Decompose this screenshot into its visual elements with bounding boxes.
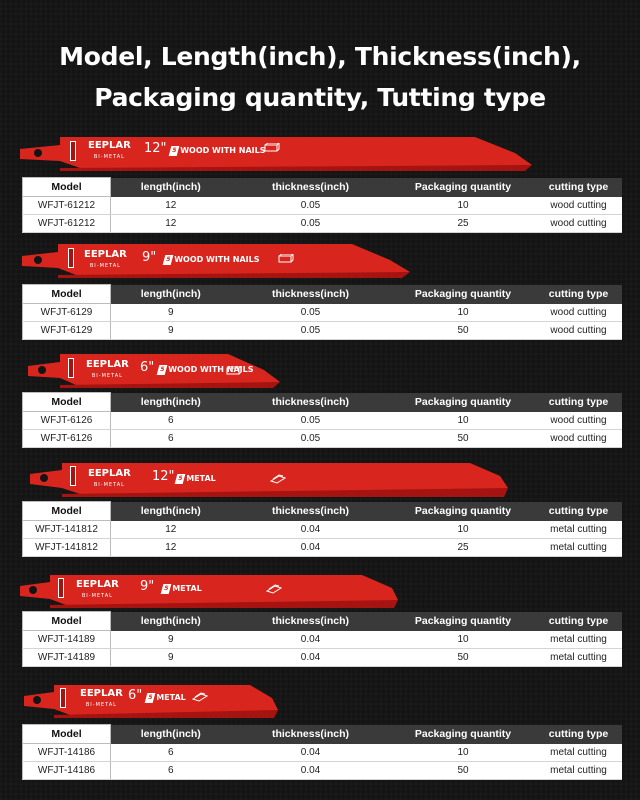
- blade-image-9-wood: [22, 242, 410, 282]
- header-length: length(inch): [111, 612, 231, 631]
- cell-model: WFJT-6126: [23, 412, 111, 430]
- cell-model: WFJT-6129: [23, 304, 111, 322]
- table-row: [23, 322, 622, 340]
- cell-model: WFJT-14189: [23, 649, 111, 667]
- table-row: [23, 215, 622, 233]
- header-model: Model: [23, 393, 111, 412]
- blade-length-label: 12": [152, 469, 175, 484]
- cell-quantity: 10: [391, 521, 536, 539]
- table-row: [23, 304, 622, 322]
- spec-stamp: [68, 358, 74, 378]
- header-quantity: Packaging quantity: [391, 285, 536, 304]
- cell-cutting: metal cutting: [536, 521, 622, 539]
- cell-length: 9: [111, 322, 231, 340]
- cell-thickness: 0.04: [231, 539, 391, 557]
- cell-thickness: 0.05: [231, 304, 391, 322]
- table-header-row: [23, 612, 622, 631]
- cell-length: 6: [111, 744, 231, 762]
- cell-quantity: 50: [391, 649, 536, 667]
- cell-cutting: metal cutting: [536, 631, 622, 649]
- blade-image-6-metal: [24, 682, 278, 722]
- cell-model: WFJT-6129: [23, 322, 111, 340]
- cell-quantity: 10: [391, 412, 536, 430]
- header-length: length(inch): [111, 285, 231, 304]
- blade-length-label: 9": [142, 250, 157, 265]
- table-row: [23, 744, 622, 762]
- header-thickness: thickness(inch): [231, 285, 391, 304]
- cell-length: 9: [111, 631, 231, 649]
- page-title: [0, 36, 640, 118]
- header-model: Model: [23, 612, 111, 631]
- brand-logo: EEPLAR BI-METAL: [80, 688, 123, 708]
- blade-length-label: 12": [144, 141, 167, 156]
- cell-quantity: 10: [391, 197, 536, 215]
- cell-cutting: wood cutting: [536, 412, 622, 430]
- cell-length: 12: [111, 215, 231, 233]
- brand-logo: EEPLAR BI-METAL: [88, 468, 131, 488]
- header-thickness: thickness(inch): [231, 725, 391, 744]
- cell-model: WFJT-6126: [23, 430, 111, 448]
- spec-table-9-metal: [22, 611, 622, 667]
- cell-model: WFJT-14189: [23, 631, 111, 649]
- header-thickness: thickness(inch): [231, 612, 391, 631]
- cell-length: 6: [111, 430, 231, 448]
- cell-thickness: 0.04: [231, 631, 391, 649]
- header-thickness: thickness(inch): [231, 393, 391, 412]
- cell-cutting: metal cutting: [536, 762, 622, 780]
- cell-cutting: metal cutting: [536, 744, 622, 762]
- cell-cutting: wood cutting: [536, 430, 622, 448]
- cell-model: WFJT-61212: [23, 197, 111, 215]
- header-cutting: cutting type: [536, 285, 622, 304]
- blade-image-12-wood: [20, 135, 532, 175]
- header-model: Model: [23, 502, 111, 521]
- cell-quantity: 10: [391, 304, 536, 322]
- metal-sheet-icon: [270, 474, 286, 484]
- cell-thickness: 0.04: [231, 649, 391, 667]
- cell-model: WFJT-141812: [23, 539, 111, 557]
- table-row: [23, 412, 622, 430]
- title-line-1: Model, Length(inch), Thickness(inch),: [59, 42, 581, 71]
- metal-sheet-icon: [266, 584, 282, 594]
- header-quantity: Packaging quantity: [391, 393, 536, 412]
- header-quantity: Packaging quantity: [391, 725, 536, 744]
- header-model: Model: [23, 285, 111, 304]
- blade-kind-label: 5 WOOD WITH NAILS: [164, 255, 260, 265]
- cell-thickness: 0.05: [231, 215, 391, 233]
- cell-thickness: 0.05: [231, 430, 391, 448]
- cell-cutting: wood cutting: [536, 197, 622, 215]
- header-cutting: cutting type: [536, 502, 622, 521]
- cell-thickness: 0.05: [231, 412, 391, 430]
- header-quantity: Packaging quantity: [391, 612, 536, 631]
- header-model: Model: [23, 725, 111, 744]
- table-header-row: [23, 285, 622, 304]
- table-header-row: [23, 178, 622, 197]
- spec-stamp: [58, 578, 64, 598]
- spec-stamp: [68, 248, 74, 268]
- cell-cutting: metal cutting: [536, 649, 622, 667]
- cell-length: 6: [111, 412, 231, 430]
- cell-length: 12: [111, 539, 231, 557]
- cell-thickness: 0.04: [231, 744, 391, 762]
- spec-table-12-wood: [22, 177, 622, 233]
- spec-stamp: [70, 466, 76, 486]
- table-row: [23, 649, 622, 667]
- cell-quantity: 25: [391, 215, 536, 233]
- cell-model: WFJT-141812: [23, 521, 111, 539]
- cell-thickness: 0.05: [231, 322, 391, 340]
- blade-kind-label: 5 METAL: [176, 474, 216, 484]
- table-row: [23, 197, 622, 215]
- metal-sheet-icon: [192, 692, 208, 702]
- blade-kind-label: 5 WOOD WITH NAILS: [158, 365, 254, 375]
- cell-length: 9: [111, 304, 231, 322]
- wood-plank-icon: [278, 254, 294, 264]
- title-line-2: Packaging quantity, Tutting type: [94, 83, 546, 112]
- header-length: length(inch): [111, 502, 231, 521]
- header-cutting: cutting type: [536, 178, 622, 197]
- table-header-row: [23, 393, 622, 412]
- cell-model: WFJT-14186: [23, 744, 111, 762]
- brand-logo: EEPLAR BI-METAL: [76, 579, 119, 599]
- blade-image-9-metal: [20, 572, 398, 612]
- brand-logo: EEPLAR BI-METAL: [86, 359, 129, 379]
- header-thickness: thickness(inch): [231, 178, 391, 197]
- cell-cutting: wood cutting: [536, 304, 622, 322]
- spec-table-6-wood: [22, 392, 622, 448]
- spec-stamp: [70, 141, 76, 161]
- cell-length: 12: [111, 521, 231, 539]
- cell-quantity: 10: [391, 744, 536, 762]
- blade-length-label: 9": [140, 579, 155, 594]
- header-length: length(inch): [111, 725, 231, 744]
- cell-cutting: metal cutting: [536, 539, 622, 557]
- cell-thickness: 0.04: [231, 521, 391, 539]
- header-quantity: Packaging quantity: [391, 178, 536, 197]
- table-row: [23, 521, 622, 539]
- header-quantity: Packaging quantity: [391, 502, 536, 521]
- header-cutting: cutting type: [536, 612, 622, 631]
- wood-plank-icon: [264, 143, 280, 153]
- cell-cutting: wood cutting: [536, 322, 622, 340]
- cell-model: WFJT-14186: [23, 762, 111, 780]
- table-row: [23, 539, 622, 557]
- header-length: length(inch): [111, 393, 231, 412]
- blade-length-label: 6": [128, 688, 143, 703]
- cell-length: 12: [111, 197, 231, 215]
- cell-cutting: wood cutting: [536, 215, 622, 233]
- cell-length: 6: [111, 762, 231, 780]
- cell-quantity: 50: [391, 762, 536, 780]
- spec-table-9-wood: [22, 284, 622, 340]
- brand-logo: EEPLAR BI-METAL: [84, 249, 127, 269]
- cell-quantity: 50: [391, 322, 536, 340]
- table-header-row: [23, 725, 622, 744]
- cell-quantity: 50: [391, 430, 536, 448]
- blade-length-label: 6": [140, 360, 155, 375]
- spec-table-6-metal: [22, 724, 622, 780]
- blade-image-12-metal: [30, 460, 508, 500]
- table-row: [23, 631, 622, 649]
- header-length: length(inch): [111, 178, 231, 197]
- cell-thickness: 0.05: [231, 197, 391, 215]
- cell-thickness: 0.04: [231, 762, 391, 780]
- cell-model: WFJT-61212: [23, 215, 111, 233]
- brand-logo: EEPLAR BI-METAL: [88, 140, 131, 160]
- table-row: [23, 762, 622, 780]
- header-thickness: thickness(inch): [231, 502, 391, 521]
- spec-stamp: [60, 688, 66, 708]
- cell-length: 9: [111, 649, 231, 667]
- blade-kind-label: 5 METAL: [162, 584, 202, 594]
- cell-quantity: 25: [391, 539, 536, 557]
- table-row: [23, 430, 622, 448]
- blade-kind-label: 5 WOOD WITH NAILS: [170, 146, 266, 156]
- spec-table-12-metal: [22, 501, 622, 557]
- table-header-row: [23, 502, 622, 521]
- header-cutting: cutting type: [536, 725, 622, 744]
- header-model: Model: [23, 178, 111, 197]
- blade-kind-label: 5 METAL: [146, 693, 186, 703]
- header-cutting: cutting type: [536, 393, 622, 412]
- wood-plank-icon: [226, 366, 242, 376]
- cell-quantity: 10: [391, 631, 536, 649]
- blade-image-6-wood: [28, 352, 280, 392]
